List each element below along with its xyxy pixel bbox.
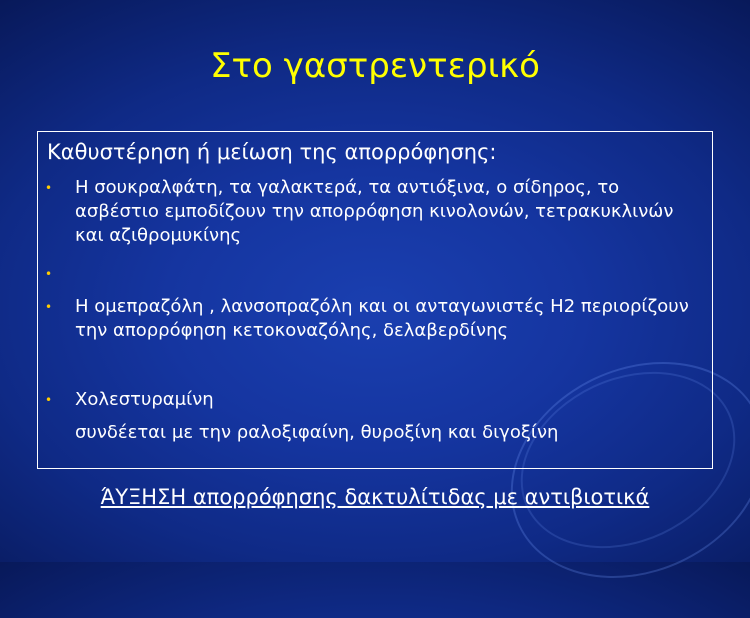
bullet-text: Η σουκραλφάτη, τα γαλακτερά, τα αντιόξινα, ο σίδηρος, το ασβέστιο εμποδίζουν την απορρόφηση κινολονών, τετρακυκλινών και αζιθρομυκίνης (75, 177, 674, 246)
slide-title: Στο γαστρεντερικό (210, 46, 540, 86)
continuation-text: συνδέεται με την ραλοξιφαίνη, θυροξίνη και διγοξίνη (75, 422, 559, 443)
bullet-text: Η ομεπραζόλη , λανσοπραζόλη και οι ανταγωνιστές Η2 περιορίζουν την απορρόφηση κετοκοναζόλης, δελαβερδίνης (75, 296, 689, 341)
box-heading: Καθυστέρηση ή μείωση της απορρόφησης: (47, 140, 497, 164)
bullet-marker: • (45, 393, 53, 407)
bullet-marker: • (45, 300, 53, 314)
bullet-marker: • (45, 267, 53, 281)
bullet-marker: • (45, 181, 53, 195)
bullet-text: Χολεστυραμίνη (75, 389, 214, 410)
content-box (37, 131, 713, 469)
footer-note: ΆΥΞΗΣΗ απορρόφησης δακτυλίτιδας με αντιβιοτικά (100, 485, 650, 509)
